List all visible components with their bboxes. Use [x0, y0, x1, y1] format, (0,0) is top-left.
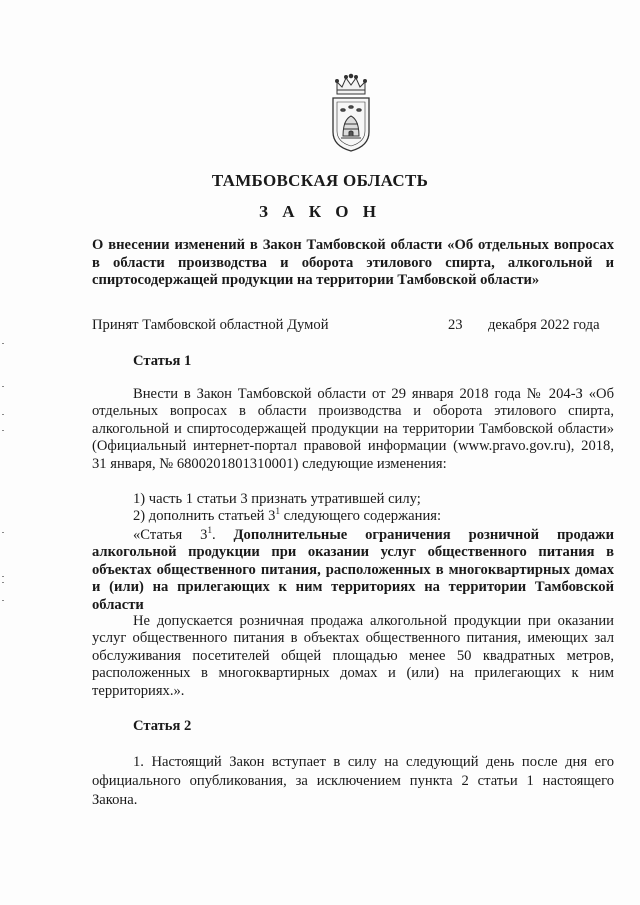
item-2-post: следующего содержания:: [279, 508, 442, 524]
item-2-pre: 2) дополнить статьей 3: [133, 508, 276, 524]
new-article-body: Не допускается розничная продажа алкогольной продукции при оказании услуг общественного питания в объектах общественного питания, имеющих зал обслуживания посетителей общей площадью менее 50 квадратных метров, расположенных в многоквартирных домах и (или) на прилегающих к ним территориях.».: [92, 613, 614, 699]
new-article-title-block: [92, 527, 614, 614]
article-1-item-1: 1) часть 1 статьи 3 признать утратившей силу;: [133, 491, 421, 507]
article-1-heading: Статья 1: [133, 353, 192, 369]
adoption-text: Принят Тамбовской областной Думой: [92, 317, 329, 333]
adoption-line: [92, 317, 614, 335]
item-2-sup: 1: [275, 506, 280, 517]
region-title: ТАМБОВСКАЯ ОБЛАСТЬ: [211, 171, 429, 190]
new-article-sup: 1: [207, 525, 212, 536]
article-1-intro: Внести в Закон Тамбовской области от 29 января 2018 года № 204-З «Об отдельных вопросах в области производства и оборота этилового спирта, алкогольной и спиртосодержащей продукции на территории Тамбовской области» (Официальный интернет-портал правовой информации (www.pravo.gov.ru), 2018, 31 января, № 6800201801310001) следующие изменения:: [92, 386, 614, 472]
document-type: З А К О Н: [258, 202, 382, 221]
article-2-heading: Статья 2: [133, 718, 192, 734]
new-article-dot: .: [211, 527, 234, 543]
coat-of-arms-icon: [329, 72, 373, 154]
new-article-number: «Статья 3: [133, 527, 208, 543]
adoption-day: 23: [448, 317, 463, 333]
article-1-item-2: [133, 508, 441, 525]
new-article-title: Дополнительные ограничения розничной продажи алкогольной продукции при оказании услуг общественного питания в объектах общественного питания, расположенных в многоквартирных домах и (или) на прилегающих к ним территориях на территории Тамбовской области: [92, 527, 615, 613]
law-subject: О внесении изменений в Закон Тамбовской области «Об отдельных вопросах в области производства и оборота этилового спирта, алкогольной и спиртосодержащей продукции на территории Тамбовской области»: [92, 237, 614, 288]
article-2-paragraph-1: 1. Настоящий Закон вступает в силу на следующий день после дня его официального опубликования, за исключением пункта 2 статьи 1 настоящего Закона.: [92, 754, 614, 808]
adoption-date: декабря 2022 года: [488, 317, 600, 333]
